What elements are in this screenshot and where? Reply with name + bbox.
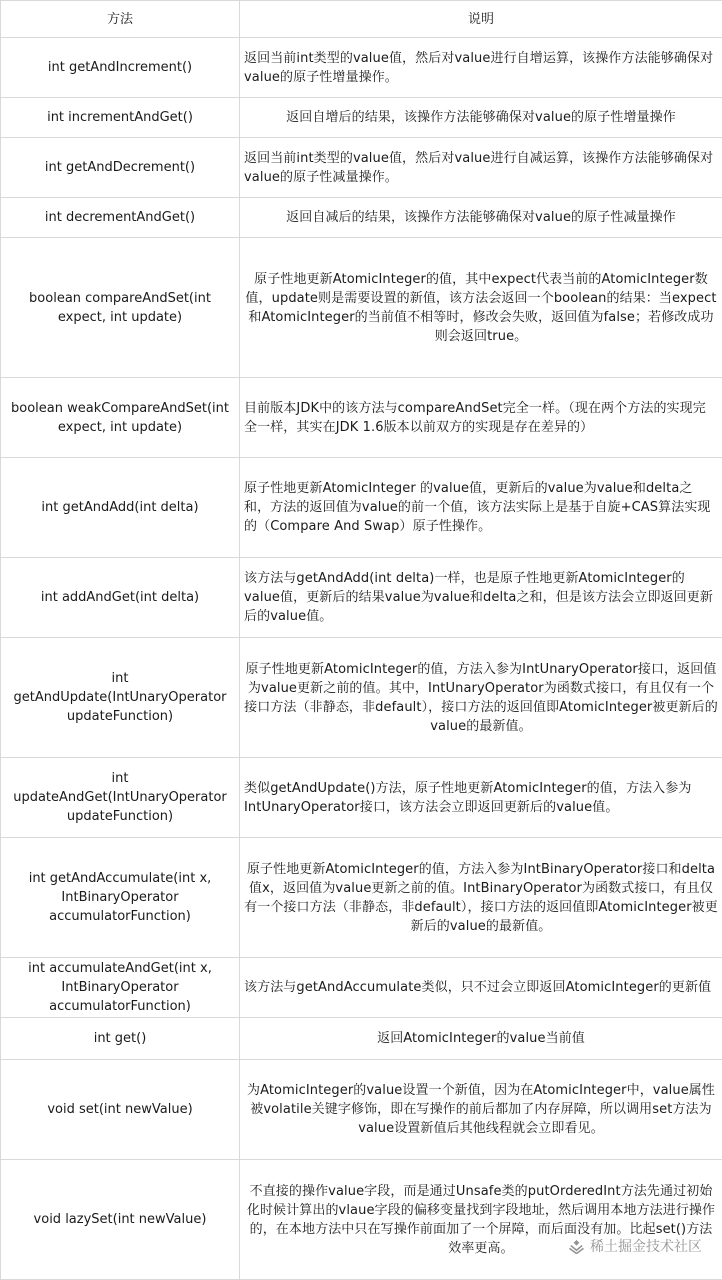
desc-cell: 返回自减后的结果，该操作方法能够确保对value的原子性减量操作 xyxy=(240,198,722,238)
desc-cell: 为AtomicInteger的value设置一个新值，因为在AtomicInteger中，value属性被volatile关键字修饰，即在写操作的前后都加了内存屏障，所以调用set方法为value设置新值后其他线程就会立即看见。 xyxy=(240,1060,722,1160)
table-row xyxy=(1,38,722,98)
table-row xyxy=(1,458,722,558)
table-row xyxy=(1,378,722,458)
method-cell: int decrementAndGet() xyxy=(1,198,240,238)
method-cell: int updateAndGet(IntUnaryOperator updateFunction) xyxy=(1,758,240,838)
table-row xyxy=(1,1018,722,1060)
desc-cell: 类似getAndUpdate()方法，原子性地更新AtomicInteger的值，方法入参为IntUnaryOperator接口，该方法会立即返回更新后的value值。 xyxy=(240,758,722,838)
desc-cell: 返回当前int类型的value值，然后对value进行自减运算，该操作方法能够确保对value的原子性减量操作。 xyxy=(240,138,722,198)
juejin-logo-icon xyxy=(569,1239,584,1254)
table-row xyxy=(1,838,722,958)
desc-cell: 返回自增后的结果，该操作方法能够确保对value的原子性增量操作 xyxy=(240,98,722,138)
method-cell: void lazySet(int newValue) xyxy=(1,1160,240,1280)
table-row xyxy=(1,1160,722,1280)
table-row xyxy=(1,198,722,238)
table-row xyxy=(1,958,722,1018)
desc-cell: 目前版本JDK中的该方法与compareAndSet完全一样。（现在两个方法的实现完全一样，其实在JDK 1.6版本以前双方的实现是存在差异的） xyxy=(240,378,722,458)
desc-cell: 原子性地更新AtomicInteger的值，其中expect代表当前的AtomicInteger数值，update则是需要设置的新值，该方法会返回一个boolean的结果：当expect和AtomicInteger的当前值不相等时，修改会失败，返回值为false；若修改成功则会返回true。 xyxy=(240,238,722,378)
method-cell: int addAndGet(int delta) xyxy=(1,558,240,638)
method-cell: int getAndIncrement() xyxy=(1,38,240,98)
table-row xyxy=(1,638,722,758)
method-cell: boolean compareAndSet(int expect, int update) xyxy=(1,238,240,378)
desc-cell: 该方法与getAndAdd(int delta)一样，也是原子性地更新AtomicInteger的value值，更新后的结果value为value和delta之和，但是该方法会立即返回更新后的value值。 xyxy=(240,558,722,638)
watermark xyxy=(569,1236,702,1256)
desc-cell: 原子性地更新AtomicInteger 的value值，更新后的value为value和delta之和，方法的返回值为value的前一个值，该方法实际上是基于自旋+CAS算法实现的（Compare And Swap）原子性操作。 xyxy=(240,458,722,558)
header-method: 方法 xyxy=(1,1,240,38)
desc-cell: 返回当前int类型的value值，然后对value进行自增运算，该操作方法能够确保对value的原子性增量操作。 xyxy=(240,38,722,98)
method-cell: int getAndDecrement() xyxy=(1,138,240,198)
table-row xyxy=(1,558,722,638)
method-cell: int getAndUpdate(IntUnaryOperator updateFunction) xyxy=(1,638,240,758)
header-desc: 说明 xyxy=(240,1,722,38)
method-cell: int getAndAccumulate(int x, IntBinaryOperator accumulatorFunction) xyxy=(1,838,240,958)
table-row xyxy=(1,1060,722,1160)
table-header-row xyxy=(1,1,722,38)
table-row xyxy=(1,98,722,138)
table-row xyxy=(1,138,722,198)
method-cell: int accumulateAndGet(int x, IntBinaryOperator accumulatorFunction) xyxy=(1,958,240,1018)
desc-cell: 不直接的操作value字段，而是通过Unsafe类的putOrderedInt方法先通过初始化时候计算出的vlaue字段的偏移变量找到字段地址，然后调用本地方法进行操作的，在本地方法中只在写操作前面加了一个屏障，而后面没有加。比起set()方法效率更高。 xyxy=(240,1160,722,1280)
desc-cell: 返回AtomicInteger的value当前值 xyxy=(240,1018,722,1060)
method-cell: boolean weakCompareAndSet(int expect, int update) xyxy=(1,378,240,458)
table-row xyxy=(1,758,722,838)
table-row xyxy=(1,238,722,378)
method-cell: int get() xyxy=(1,1018,240,1060)
method-cell: void set(int newValue) xyxy=(1,1060,240,1160)
method-cell: int getAndAdd(int delta) xyxy=(1,458,240,558)
desc-cell: 原子性地更新AtomicInteger的值，方法入参为IntUnaryOperator接口，返回值为value更新之前的值。其中，IntUnaryOperator为函数式接口，有且仅有一个接口方法（非静态，非default），接口方法的返回值即AtomicInteger被更新后的value的最新值。 xyxy=(240,638,722,758)
desc-cell: 该方法与getAndAccumulate类似，只不过会立即返回AtomicInteger的更新值 xyxy=(240,958,722,1018)
method-cell: int incrementAndGet() xyxy=(1,98,240,138)
watermark-text: 稀土掘金技术社区 xyxy=(590,1236,702,1256)
desc-cell: 原子性地更新AtomicInteger的值，方法入参为IntBinaryOperator接口和delta值x，返回值为value更新之前的值。IntBinaryOperator为函数式接口，有且仅有一个接口方法（非静态，非default），接口方法的返回值即AtomicInteger被更新后的value的最新值。 xyxy=(240,838,722,958)
